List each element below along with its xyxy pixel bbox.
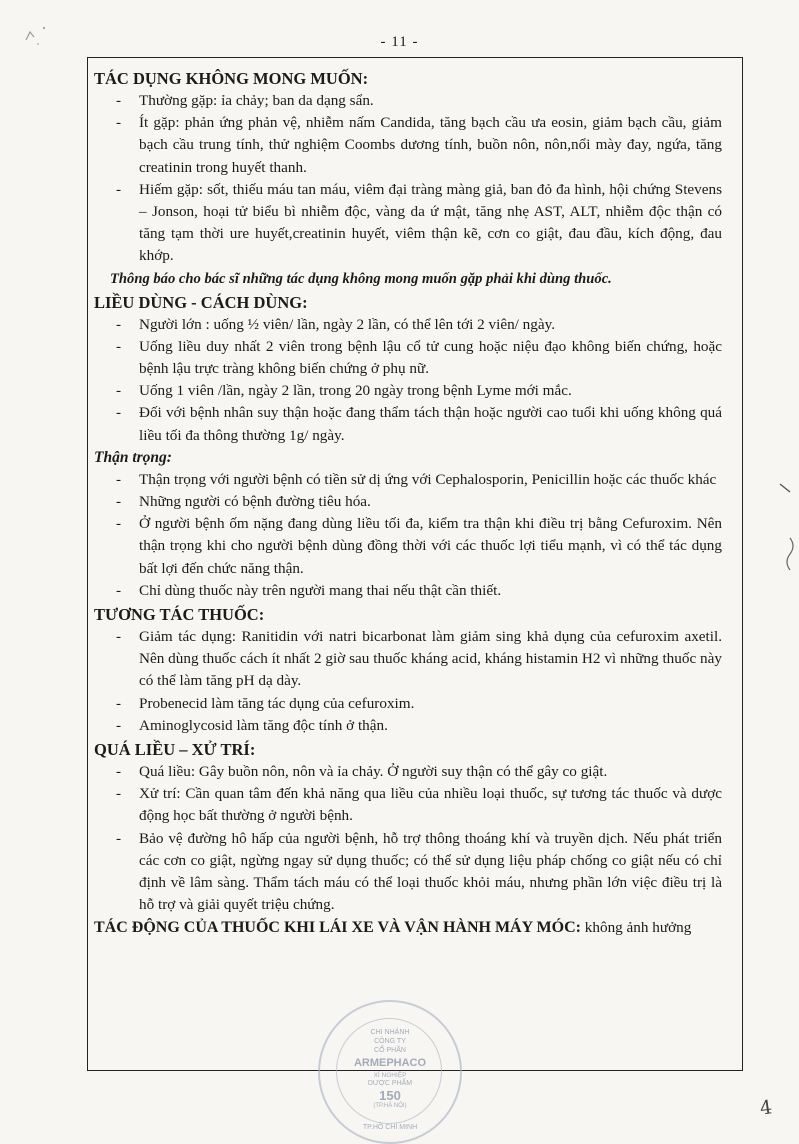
side-effects-heading: TÁC DỤNG KHÔNG MONG MUỐN: <box>94 69 369 88</box>
list-item: - Uống liều duy nhất 2 viên trong bệnh lậu cổ tử cung hoặc niệu đạo không biến chứng, hoặc bệnh lậu trực tràng không biến chứng ở phụ nữ. <box>94 336 722 380</box>
stamp-line: CÔNG TY <box>374 1038 406 1045</box>
list-item: - Hiếm gặp: sốt, thiếu máu tan máu, viêm đại tràng màng giả, ban đỏ đa hình, hội chứng Stevens – Jonson, hoại tử biểu bì nhiễm độc, vàng da ứ mật, tăng nhẹ AST, ALT, nhiễm độc thận có tăng tạm thời ure huyết,creatinin huyết, viêm thận kẽ, cơn co giật, đau đầu, kích động, đau khớp. <box>94 179 722 268</box>
edge-scan-mark <box>776 478 798 588</box>
list-item: - Quá liều: Gây buồn nôn, nôn và ỉa chảy. Ở người suy thận có thể gây co giật. <box>94 761 722 783</box>
interactions-heading: TƯƠNG TÁC THUỐC: <box>94 605 265 625</box>
side-effects-list <box>94 90 722 268</box>
dosage-heading: LIỀU DÙNG - CÁCH DÙNG: <box>94 292 308 312</box>
list-item: - Uống 1 viên /lần, ngày 2 lần, trong 20 ngày trong bệnh Lyme mới mắc. <box>94 380 722 402</box>
driving-section <box>94 917 722 939</box>
page-number: - 11 - <box>380 34 419 50</box>
handwritten-mark: 4 <box>758 1096 774 1120</box>
list-item: - Thường gặp: ỉa chảy; ban da dạng sẩn. <box>94 90 722 112</box>
stamp-line: DƯỢC PHẨM <box>367 1080 413 1087</box>
driving-text: không ảnh hưởng <box>584 918 692 936</box>
stamp-line: CHI NHÁNH <box>370 1029 410 1036</box>
overdose-heading: QUÁ LIỀU – XỬ TRÍ: <box>94 740 256 760</box>
document-content <box>94 66 722 939</box>
list-item: - Bảo vệ đường hô hấp của người bệnh, hỗ trợ thông thoáng khí và truyền dịch. Nếu phát triển các cơn co giật, ngừng ngay sử dụng thuốc; có thể sử dụng liệu pháp chống co giật nếu có chỉ định về lâm sàng. Thẩm tách máu có thể loại thuốc khỏi máu, nhưng phần lớn việc điều trị là hỗ trợ và giải quyết triệu chứng. <box>94 828 722 917</box>
stamp-line: CỔ PHẦN <box>374 1047 406 1054</box>
stamp-line: TP.HỒ CHÍ MINH <box>362 1124 418 1131</box>
stamp-line: (TP.HÀ NỘI) <box>373 1103 407 1109</box>
doctor-notice: Thông báo cho bác sĩ những tác dụng không mong muốn gặp phải khi dùng thuốc. <box>110 270 612 287</box>
list-item: - Aminoglycosid làm tăng độc tính ở thận. <box>94 715 722 737</box>
list-item: - Ở người bệnh ốm nặng đang dùng liều tối đa, kiểm tra thận khi điều trị bằng Cefuroxim. Nên thận trọng khi cho người bệnh dùng đồng thời với các thuốc lợi tiểu mạnh, vì có thể tác dụng bất lợi đến chức năng thận. <box>94 513 722 580</box>
list-item: - Người lớn : uống ½ viên/ lần, ngày 2 lần, có thể lên tới 2 viên/ ngày. <box>94 314 722 336</box>
list-item: - Những người có bệnh đường tiêu hóa. <box>94 491 722 513</box>
list-item: - Chỉ dùng thuốc này trên người mang thai nếu thật cần thiết. <box>94 580 722 602</box>
driving-heading: TÁC ĐỘNG CỦA THUỐC KHI LÁI XE VÀ VẬN HÀNH MÁY MÓC: <box>94 918 581 936</box>
company-stamp-seal <box>318 1000 462 1144</box>
interactions-list <box>94 626 722 737</box>
stamp-line: ARMEPHACO <box>353 1057 427 1069</box>
list-item: - Xử trí: Cần quan tâm đến khả năng qua liều của nhiều loại thuốc, sự tương tác thuốc và dược động học bất thường ở người bệnh. <box>94 783 722 827</box>
dosage-list <box>94 314 722 447</box>
list-item: - Probenecid làm tăng tác dụng của cefuroxim. <box>94 693 722 715</box>
list-item: - Thận trọng với người bệnh có tiền sử dị ứng với Cephalosporin, Penicillin hoặc các thuốc khác <box>94 469 722 491</box>
list-item: - Ít gặp: phản ứng phản vệ, nhiễm nấm Candida, tăng bạch cầu ưa eosin, giảm bạch cầu, giảm bạch cầu trung tính, thử nghiệm Coombs dương tính, buồn nôn, nôn,nổi mày đay, ngứa, tăng creatinin trong huyết thanh. <box>94 112 722 179</box>
stamp-line: XÍ NGHIỆP <box>373 1072 407 1079</box>
caution-list <box>94 469 722 602</box>
list-item: - Đối với bệnh nhân suy thận hoặc đang thẩm tách thận hoặc người cao tuổi khi uống không quá liều tối đa thông thường 1g/ ngày. <box>94 402 722 446</box>
list-item: - Giảm tác dụng: Ranitidin với natri bicarbonat làm giảm sing khả dụng của cefuroxim axetil. Nên dùng thuốc cách ít nhất 2 giờ sau thuốc kháng acid, kháng histamin H2 vì những thuốc này có thể làm tăng pH dạ dày. <box>94 626 722 693</box>
stamp-line: 150 <box>379 1088 401 1103</box>
overdose-list <box>94 761 722 916</box>
caution-heading: Thận trọng: <box>94 448 172 466</box>
